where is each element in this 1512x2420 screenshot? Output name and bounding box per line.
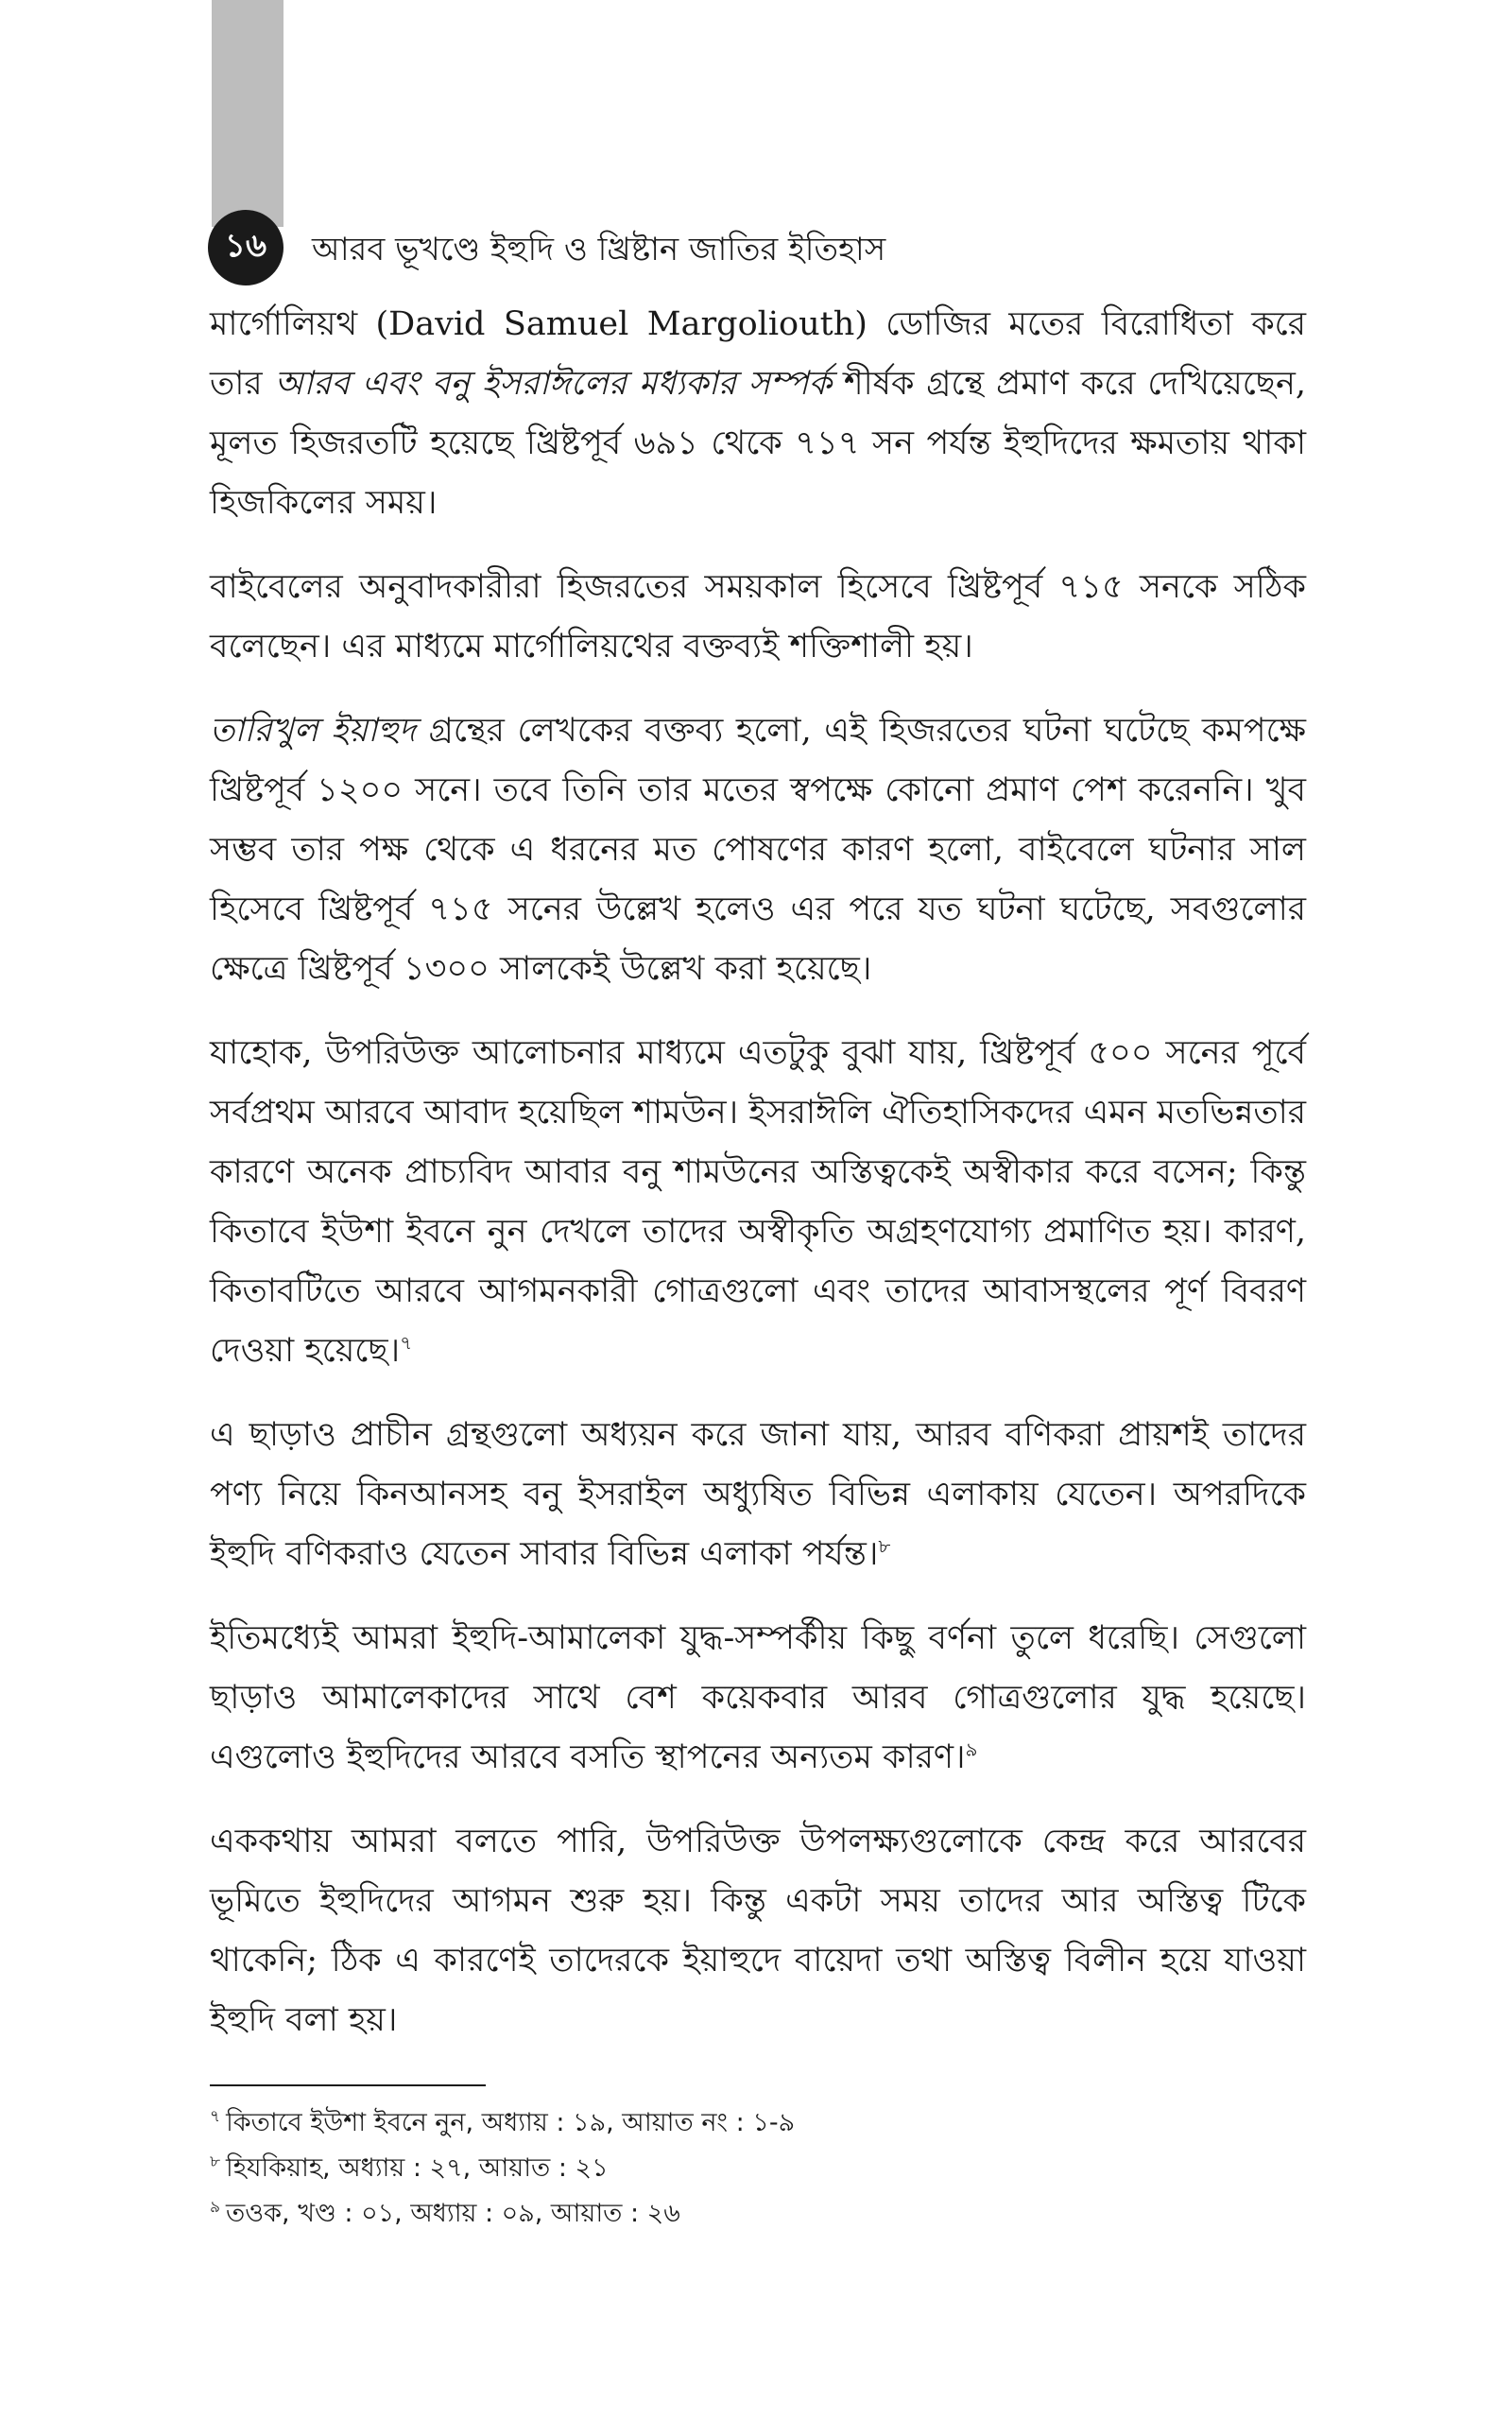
body-text (210, 295, 1306, 2075)
running-title: আরব ভূখণ্ডে ইহুদি ও খ্রিষ্টান জাতির ইতিহাস (312, 231, 886, 268)
paragraph-1: মার্গোলিয়থ (David Samuel Margoliouth) ডোজির মতের বিরোধিতা করে তার আরব এবং বনু ইসরাঈলের মধ্যকার সম্পর্ক শীর্ষক গ্রন্থে প্রমাণ করে দেখিয়েছেন, মূলত হিজরতটি হয়েছে খ্রিষ্টপূর্ব ৬৯১ থেকে ৭১৭ সন পর্যন্ত ইহুদিদের ক্ষমতায় থাকা হিজকিলের সময়। (210, 305, 1306, 522)
book-title-italic: আরব এবং বনু ইসরাঈলের মধ্যকার সম্পর্ক (274, 365, 833, 403)
footnote-mark: ৮ (210, 2152, 221, 2171)
footnote-ref[interactable]: ৮ (878, 1534, 891, 1558)
page-number: ১৬ (208, 210, 284, 285)
paragraph-7: এককথায় আমরা বলতে পারি, উপরিউক্ত উপলক্ষ্যগুলোকে কেন্দ্র করে আরবের ভূমিতে ইহুদিদের আগমন শুরু হয়। কিন্তু একটা সময় তাদের আর অস্তিত্ব টিকে থাকেনি; ঠিক এ কারণেই তাদেরকে ইয়াহুদে বায়েদা তথা অস্তিত্ব বিলীন হয়ে যাওয়া ইহুদি বলা হয়। (210, 1823, 1306, 2039)
footnote-item: $^৯$ তওক, খণ্ড : ০১, অধ্যায় : ০৯, আয়াত : ২৬ (210, 2198, 680, 2228)
footnotes (210, 2100, 1306, 2237)
footnote-mark: ৭ (210, 2107, 221, 2126)
footnote-item: $^৭$ কিতাবে ইউশা ইবনে নুন, অধ্যায় : ১৯, আয়াত নং : ১-৯ (210, 2107, 796, 2137)
paragraph-5: এ ছাড়াও প্রাচীন গ্রন্থগুলো অধ্যয়ন করে জানা যায়, আরব বণিকরা প্রায়শই তাদের পণ্য নিয়ে কিনআনসহ বনু ইসরাইল অধ্যুষিত বিভিন্ন এলাকায় যেতেন। অপরদিকে ইহুদি বণিকরাও যেতেন সাবার বিভিন্ন এলাকা পর্যন্ত।$^৮$ (210, 1416, 1306, 1573)
paragraph-2: বাইবেলের অনুবাদকারীরা হিজরতের সময়কাল হিসেবে খ্রিষ্টপূর্ব ৭১৫ সনকে সঠিক বলেছেন। এর মাধ্যমে মার্গোলিয়থের বক্তব্যই শক্তিশালী হয়। (210, 568, 1306, 666)
footnote-ref[interactable]: ৯ (965, 1737, 978, 1761)
paragraph-4: যাহোক, উপরিউক্ত আলোচনার মাধ্যমে এতটুকু বুঝা যায়, খ্রিষ্টপূর্ব ৫০০ সনের পূর্বে সর্বপ্রথম আরবে আবাদ হয়েছিল শামউন। ইসরাঈলি ঐতিহাসিকদের এমন মতভিন্নতার কারণে অনেক প্রাচ্যবিদ আবার বনু শামউনের অস্তিত্বকেই অস্বীকার করে বসেন; কিন্তু কিতাবে ইউশা ইবনে নুন দেখলে তাদের অস্বীকৃতি অগ্রহণযোগ্য প্রমাণিত হয়। কারণ, কিতাবটিতে আরবে আগমনকারী গোত্রগুলো এবং তাদের আবাসস্থলের পূর্ণ বিবরণ দেওয়া হয়েছে।$^৭$ (210, 1034, 1306, 1370)
footnote-mark: ৯ (210, 2198, 221, 2217)
paragraph-6: ইতিমধ্যেই আমরা ইহুদি-আমালেকা যুদ্ধ-সম্পর্কীয় কিছু বর্ণনা তুলে ধরেছি। সেগুলো ছাড়াও আমালেকাদের সাথে বেশ কয়েকবার আরব গোত্রগুলোর যুদ্ধ হয়েছে। এগুলোও ইহুদিদের আরবে বসতি স্থাপনের অন্যতম কারণ।$^৯$ (210, 1619, 1306, 1776)
footnote-divider (210, 2084, 486, 2086)
paragraph-3: তারিখুল ইয়াহুদ গ্রন্থের লেখকের বক্তব্য হলো, এই হিজরতের ঘটনা ঘটেছে কমপক্ষে খ্রিষ্টপূর্ব ১২০০ সনে। তবে তিনি তার মতের স্বপক্ষে কোনো প্রমাণ পেশ করেননি। খুব সম্ভব তার পক্ষ থেকে এ ধরনের মত পোষণের কারণ হলো, বাইবেলে ঘটনার সাল হিসেবে খ্রিষ্টপূর্ব ৭১৫ সনের উল্লেখ হলেও এর পরে যত ঘটনা ঘটেছে, সবগুলোর ক্ষেত্রে খ্রিষ্টপূর্ব ১৩০০ সালকেই উল্লেখ করা হয়েছে। (210, 712, 1306, 988)
book-title-italic: তারিখুল ইয়াহুদ (210, 712, 417, 750)
side-tab-bar (212, 0, 284, 227)
footnote-item: $^৮$ হিযকিয়াহ, অধ্যায় : ২৭, আয়াত : ২১ (210, 2152, 609, 2183)
footnote-ref[interactable]: ৭ (400, 1331, 413, 1355)
